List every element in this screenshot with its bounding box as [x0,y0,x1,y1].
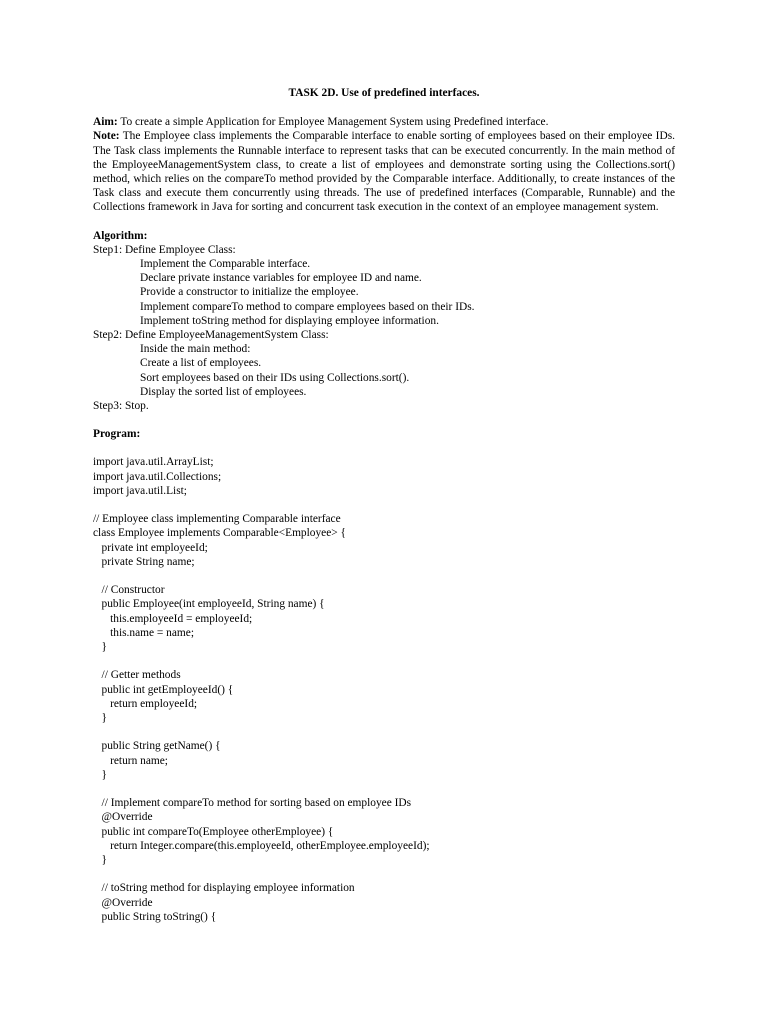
code-line: this.employeeId = employeeId; [93,612,253,625]
code-line: // Getter methods [93,669,181,682]
spacer [93,441,675,455]
code-line: private String name; [93,555,195,568]
code-line: } [93,641,108,654]
code-line [93,725,675,739]
spacer [93,413,675,427]
algorithm-substep: Implement the Comparable interface. [140,258,311,271]
aim-label: Aim: [93,116,118,129]
code-line: @Override [93,896,153,909]
aim-paragraph [93,115,675,129]
document-page [93,86,675,924]
code-line [93,782,675,796]
note-label: Note: [93,130,120,143]
code-line: return Integer.compare(this.employeeId, otherEmployee.employeeId); [93,839,430,852]
code-line: // Constructor [93,584,165,597]
code-line: public int compareTo(Employee otherEmployee) { [93,825,334,838]
code-line: // toString method for displaying employee information [93,882,355,895]
algorithm-substep: Provide a constructor to initialize the employee. [140,286,359,299]
note-paragraph [93,129,675,214]
code-line [93,654,675,668]
code-line: // Implement compareTo method for sorting based on employee IDs [93,797,412,810]
code-line: @Override [93,811,153,824]
code-line: import java.util.Collections; [93,470,222,483]
algorithm-substep: Inside the main method: [140,343,251,356]
aim-text: To create a simple Application for Employee Management System using Predefined interface. [117,116,549,129]
code-line: public int getEmployeeId() { [93,683,234,696]
algorithm-step: Step1: Define Employee Class: [93,243,236,256]
algorithm-substep: Create a list of employees. [140,357,262,370]
code-line [93,498,675,512]
code-line [93,569,675,583]
code-line [93,867,675,881]
algorithm-substep: Declare private instance variables for employee ID and name. [140,272,422,285]
algorithm-list [93,243,675,413]
code-line: return employeeId; [93,697,198,710]
code-line: import java.util.ArrayList; [93,456,214,469]
algorithm-substep: Sort employees based on their IDs using Collections.sort(). [140,371,410,384]
algorithm-step: Step2: Define EmployeeManagementSystem Class: [93,329,329,342]
code-line: private int employeeId; [93,541,208,554]
algorithm-substep: Implement toString method for displaying employee information. [140,314,439,327]
code-line: this.name = name; [93,626,195,639]
code-line: public String getName() { [93,740,221,753]
code-line: } [93,854,108,867]
code-line: } [93,712,108,725]
document-title: TASK 2D. Use of predefined interfaces. [288,87,480,99]
code-line: } [93,768,108,781]
algorithm-substep: Implement compareTo method to compare employees based on their IDs. [140,300,475,313]
algorithm-substep: Display the sorted list of employees. [140,385,307,398]
code-block [93,455,675,924]
code-line: public Employee(int employeeId, String name) { [93,598,325,611]
note-text: The Employee class implements the Comparable interface to enable sorting of employees based on their employee IDs. The Task class implements the Runnable interface to represent tasks that can be executed concurrently. In the main method of the EmployeeManagementSystem class, to create a list of employees and demonstrate sorting using the Collections.sort() method, which relies on the compareTo method provided by the Comparable interface. Additionally, to create instances of the Task class and execute them concurrently using threads. The use of predefined interfaces (Comparable, Runnable) and the Collections framework in Java for sorting and concurrent task execution in the context of an employee management system. [93,130,675,214]
code-line: class Employee implements Comparable<Employee> { [93,527,347,540]
algorithm-step: Step3: Stop. [93,400,149,413]
spacer [93,215,675,229]
code-line: // Employee class implementing Comparable interface [93,513,341,526]
program-heading: Program: [93,428,141,441]
code-line: import java.util.List; [93,484,187,497]
code-line: return name; [93,754,168,767]
code-line: public String toString() { [93,910,217,923]
algorithm-heading: Algorithm: [93,229,148,242]
